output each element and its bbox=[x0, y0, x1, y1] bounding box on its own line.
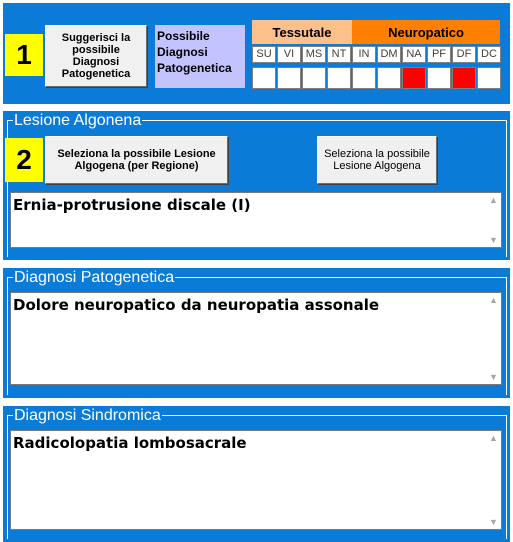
scrollbar[interactable] bbox=[486, 431, 501, 529]
frame-line bbox=[7, 415, 8, 539]
lesione-field[interactable] bbox=[10, 192, 502, 248]
lesione-value: Ernia-protrusione discale (I) bbox=[13, 196, 251, 214]
indicator-cell-in bbox=[352, 67, 376, 89]
sindromica-title: Diagnosi Sindromica bbox=[14, 407, 161, 424]
step-1-badge bbox=[5, 34, 43, 76]
column-header-dm: DM bbox=[377, 46, 401, 63]
column-header-pf: PF bbox=[427, 46, 451, 63]
indicator-cell-su bbox=[252, 67, 276, 89]
column-header-su: SU bbox=[252, 46, 276, 63]
frame-line bbox=[506, 277, 507, 395]
column-header-df: DF bbox=[452, 46, 476, 63]
patogenetica-title: Diagnosi Patogenetica bbox=[14, 269, 175, 286]
column-header-ms: MS bbox=[302, 46, 326, 63]
select-lesion-button[interactable]: Seleziona la possibile Lesione Algogena bbox=[317, 136, 437, 184]
scroll-down-icon[interactable]: ▼ bbox=[489, 235, 498, 245]
scroll-down-icon[interactable]: ▼ bbox=[489, 372, 498, 382]
column-header-na: NA bbox=[402, 46, 426, 63]
lesione-title: Lesione Algonena bbox=[14, 112, 142, 129]
group-label: Neuropatico bbox=[388, 24, 464, 40]
column-header-vi: VI bbox=[277, 46, 301, 63]
column-header-in: IN bbox=[352, 46, 376, 63]
step-number: 1 bbox=[16, 39, 32, 70]
step-2-badge bbox=[5, 138, 43, 182]
group-label: Tessutale bbox=[272, 24, 332, 40]
possible-diagnosis-label: Possibile Diagnosi Patogenetica bbox=[155, 25, 245, 88]
indicator-cell-ms bbox=[302, 67, 326, 89]
indicator-cell-pf bbox=[427, 67, 451, 89]
sindromica-field[interactable] bbox=[10, 430, 502, 530]
column-header-dc: DC bbox=[477, 46, 501, 63]
scrollbar[interactable] bbox=[486, 293, 501, 384]
group-header-tessutale bbox=[252, 20, 352, 44]
frame-line bbox=[7, 277, 8, 395]
patogenetica-field[interactable] bbox=[10, 292, 502, 385]
frame-line bbox=[506, 120, 507, 257]
group-header-neuropatico bbox=[352, 20, 500, 44]
scroll-up-icon[interactable]: ▲ bbox=[489, 195, 498, 205]
scroll-down-icon[interactable]: ▼ bbox=[489, 517, 498, 527]
suggest-diagnosis-button[interactable]: Suggerisci la possibile Diagnosi Patogenetica bbox=[45, 25, 147, 87]
scrollbar[interactable] bbox=[486, 193, 501, 247]
scroll-up-icon[interactable]: ▲ bbox=[489, 433, 498, 443]
select-lesion-by-region-button[interactable]: Seleziona la possibile Lesione Algogena (per Regione) bbox=[45, 136, 228, 184]
indicator-cell-dc bbox=[477, 67, 501, 89]
indicator-cell-na bbox=[402, 67, 426, 89]
step-number: 2 bbox=[16, 144, 32, 175]
frame-line bbox=[506, 415, 507, 539]
indicator-cell-vi bbox=[277, 67, 301, 89]
sindromica-value: Radicolopatia lombosacrale bbox=[13, 434, 247, 452]
indicator-cell-df bbox=[452, 67, 476, 89]
scroll-up-icon[interactable]: ▲ bbox=[489, 295, 498, 305]
indicator-cell-nt bbox=[327, 67, 351, 89]
column-header-nt: NT bbox=[327, 46, 351, 63]
patogenetica-value: Dolore neuropatico da neuropatia assonale bbox=[13, 296, 380, 314]
indicator-cell-dm bbox=[377, 67, 401, 89]
